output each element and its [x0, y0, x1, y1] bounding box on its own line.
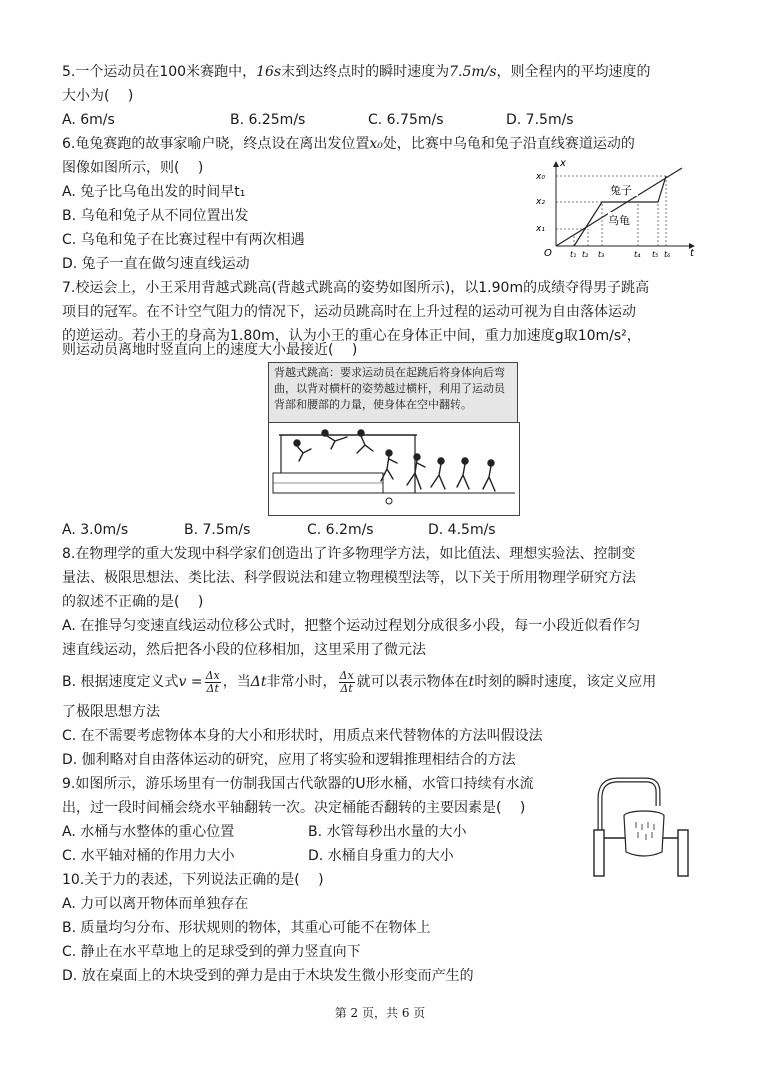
q10-option-d[interactable]: D. 放在桌面上的木块受到的弹力是由于木块发生微小形变而产生的: [62, 968, 474, 984]
q10-option-c[interactable]: C. 静止在水平草地上的足球受到的弹力竖直向下: [62, 944, 361, 960]
frac-denominator: Δt: [340, 681, 353, 695]
q8-b-text: ，当: [222, 674, 251, 690]
q8-b-text: 非常小时，: [266, 674, 337, 690]
graph-tick-t5: t₅: [652, 250, 659, 259]
q6-option-a[interactable]: A. 兔子比乌龟出发的时间早t₁: [62, 184, 246, 200]
q7-high-jump-illustration: [268, 422, 520, 516]
graph-tick-t1: t₁: [570, 250, 577, 259]
q9-stem-line1: 9.如图所示，游乐场里有一仿制我国古代欹器的U形水桶，水管口持续有水流: [62, 776, 534, 792]
q6-option-d[interactable]: D. 兔子一直在做匀速直线运动: [62, 256, 250, 272]
q8-b-v: v =: [178, 674, 203, 690]
q8-option-b-line1[interactable]: [62, 668, 656, 696]
q8-stem-line1: 8.在物理学的重大发现中科学家们创造出了许多物理学方法，如比值法、理想实验法、控制变: [62, 546, 636, 562]
graph-turtle-label: 乌龟: [608, 214, 630, 227]
graph-tick-x0: x₀: [536, 172, 545, 182]
q9-option-b[interactable]: B. 水管每秒出水量的大小: [308, 824, 467, 840]
q5-stem-part: 末到达终点时的瞬时速度为: [281, 64, 450, 80]
q8-b-dt: Δt: [250, 674, 267, 690]
q5-stem-part: 5.一个运动员在100米赛跑中，: [62, 64, 257, 80]
graph-tick-t6: t₆: [664, 250, 671, 259]
q7-stem-line2: 项目的冠军。在不计空气阻力的情况下，运动员跳高时在上升过程的运动可视为自由落体运动: [62, 304, 636, 320]
q5-stem-line1: [62, 62, 651, 82]
q8-b-text: 就可以表示物体在: [356, 674, 469, 690]
q5-option-d[interactable]: D. 7.5m/s: [506, 112, 574, 128]
q5-option-a[interactable]: A. 6m/s: [62, 112, 115, 128]
graph-x-axis-label: x: [560, 158, 566, 169]
graph-tick-x1: x₁: [536, 224, 545, 234]
graph-t-axis-label: t: [690, 248, 694, 259]
q5-stem-line2: 大小为( ): [62, 88, 134, 104]
q8-stem-line2: 量法、极限思想法、类比法、科学假说法和建立物理模型法等，以下关于所用物理学研究方法: [62, 570, 636, 586]
graph-tick-x2: x₂: [536, 197, 545, 207]
q6-position-time-graph: [530, 156, 700, 274]
q7-option-b[interactable]: B. 7.5m/s: [184, 522, 251, 538]
frac-numerator: Δx: [205, 668, 220, 682]
right-post: [678, 830, 688, 876]
frac-denominator: Δt: [206, 681, 219, 695]
bucket-body: [624, 816, 664, 856]
q5-option-b[interactable]: B. 6.25m/s: [230, 112, 306, 128]
q7-option-d[interactable]: D. 4.5m/s: [428, 522, 496, 538]
q6-stem-part: 处，比赛中乌龟和兔子沿直线赛道运动的: [382, 136, 635, 152]
q7-stem-line3: 的逆运动。若小王的身高为1.80m，认为小王的重心在身体正中间，重力加速度g取10m/s²，: [62, 328, 641, 344]
q8-b-fraction: [205, 670, 221, 695]
high-jump-drawing: [269, 423, 519, 515]
q6-stem-part: 6.龟兔赛跑的故事家喻户晓，终点设在离出发位置: [62, 136, 370, 152]
graph-tick-t2: t₂: [582, 250, 589, 259]
q6-stem-line2: 图像如图所示，则( ): [62, 160, 204, 176]
q8-option-a-line2: 速直线运动，然后把各小段的位移相加，这里采用了微元法: [62, 642, 426, 658]
q7-stem-line1: 7.校运会上，小王采用背越式跳高(背越式跳高的姿势如图所示)，以1.90m的成绩夺得男子跳高: [62, 280, 650, 296]
q8-option-d[interactable]: D. 伽利略对自由落体运动的研究，应用了将实验和逻辑推理相结合的方法: [62, 752, 516, 768]
q8-b-text: B. 根据速度定义式: [62, 674, 179, 690]
page-footer: 第 2 页，共 6 页: [334, 1006, 426, 1020]
q9-u-bucket-figure: [586, 772, 696, 880]
q6-option-c[interactable]: C. 乌龟和兔子在比赛过程中有两次相遇: [62, 232, 305, 248]
graph-turtle-line: [556, 168, 682, 246]
q6-stem-line1: [62, 134, 635, 154]
graph-origin-label: O: [544, 248, 552, 259]
q8-stem-line3: 的叙述不正确的是( ): [62, 594, 204, 610]
q8-b-text: 时刻的瞬时速度，该定义应用: [474, 674, 657, 690]
q8-b-t: t: [468, 674, 475, 690]
frac-numerator: Δx: [339, 668, 354, 682]
q9-option-d[interactable]: D. 水桶自身重力的大小: [308, 848, 454, 864]
q7-option-c[interactable]: C. 6.2m/s: [307, 522, 374, 538]
q5-stem-part: ，则全程内的平均速度的: [496, 64, 651, 80]
q5-time: 16s: [256, 64, 282, 80]
q8-option-c[interactable]: C. 在不需要考虑物体本身的大小和形状时，用质点来代替物体的方法叫假设法: [62, 728, 543, 744]
q8-option-a-line1[interactable]: A. 在推导匀变速直线运动位移公式时，把整个运动过程划分成很多小段，每一小段近似看作匀: [62, 618, 641, 634]
q7-stem-line4: 则运动员离地时竖直向上的速度大小最接近( ): [62, 342, 358, 358]
takeoff-marker: [386, 498, 392, 504]
graph-tick-t4: t₄: [634, 250, 641, 259]
graph-tick-t3: t₃: [598, 250, 605, 259]
q7-explanation-box: 背越式跳高：要求运动员在起跳后将身体向后弯曲，以背对横杆的姿势越过横杆，利用了运动员背部和腰部的力量，使身体在空中翻转。: [268, 362, 518, 422]
q10-option-b[interactable]: B. 质量均匀分布、形状规则的物体，其重心可能不在物体上: [62, 920, 431, 936]
q5-option-c[interactable]: C. 6.75m/s: [368, 112, 444, 128]
q7-option-a[interactable]: A. 3.0m/s: [62, 522, 129, 538]
q8-b-fraction-2: [339, 670, 355, 695]
graph-rabbit-label: 兔子: [610, 184, 632, 197]
q6-option-b[interactable]: B. 乌龟和兔子从不同位置出发: [62, 208, 249, 224]
q10-stem: 10.关于力的表述，下列说法正确的是( ): [62, 872, 324, 888]
q9-option-a[interactable]: A. 水桶与水整体的重心位置: [62, 824, 235, 840]
q9-option-c[interactable]: C. 水平轴对桶的作用力大小: [62, 848, 235, 864]
q9-stem-line2: 出，过一段时间桶会绕水平轴翻转一次。决定桶能否翻转的主要因素是( ): [62, 800, 526, 816]
q8-option-b-line2: 了极限思想方法: [62, 704, 160, 720]
athlete-figures: [294, 430, 495, 491]
left-post: [594, 830, 604, 876]
q5-speed: 7.5m/s: [449, 64, 497, 80]
q6-x0: x₀: [369, 136, 383, 152]
q10-option-a[interactable]: A. 力可以离开物体而单独存在: [62, 896, 249, 912]
